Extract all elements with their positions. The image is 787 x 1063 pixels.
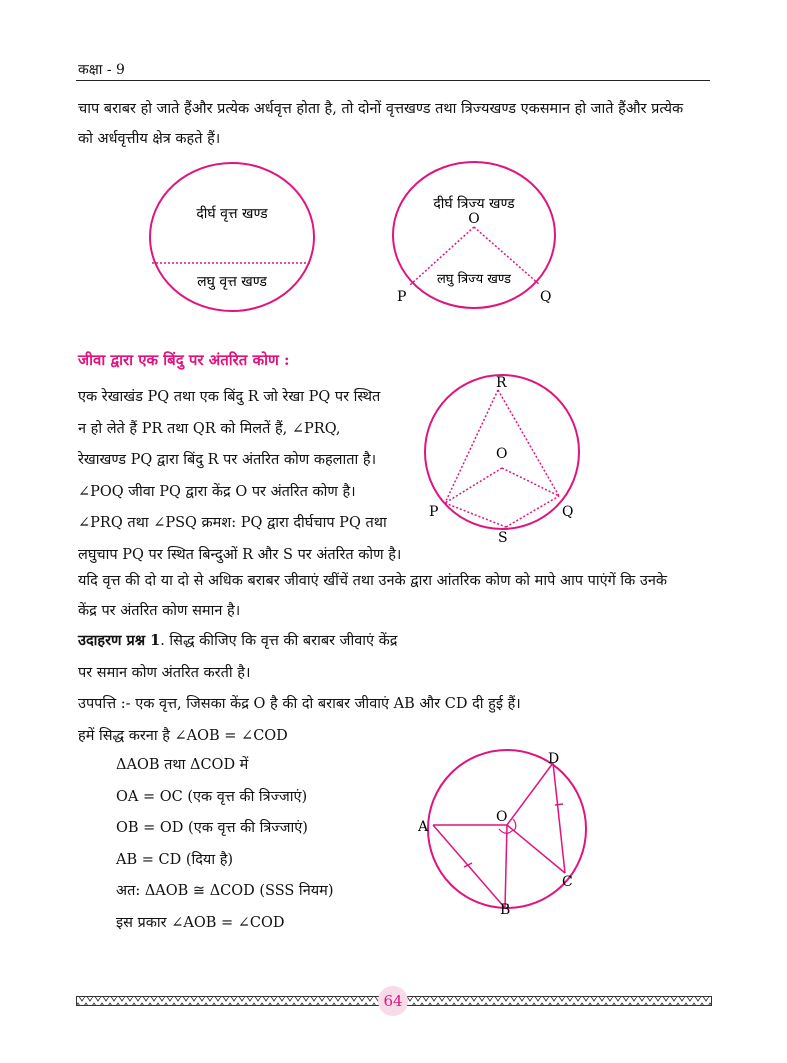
- fig3-line-rq: [498, 390, 559, 496]
- fig3-point-r: R: [496, 375, 507, 391]
- major-sector-label: दीर्घ त्रिज्य खण्ड: [433, 196, 515, 212]
- fig3-point-o: O: [496, 446, 508, 462]
- equal-chords-paragraph: [78, 566, 718, 626]
- sector-figure: [380, 160, 580, 310]
- para2-line-2: केंद्र पर अंतरित कोण समान है।: [78, 603, 241, 619]
- fig4-line-ab: [433, 825, 505, 908]
- fig3-line-rp: [445, 390, 498, 503]
- fig3-point-q: Q: [562, 504, 574, 520]
- fig2-point-q: Q: [540, 289, 552, 305]
- section-line: एक रेखाखंड PQ तथा एक बिंदु R जो रेखा PQ पर स्थित: [78, 389, 381, 405]
- equal-chords-figure: [410, 745, 600, 925]
- intro-line-1: चाप बराबर हो जाते हैंऔर प्रत्येक अर्धवृत्त होता है, तो दोनों वृत्तखण्ड तथा त्रिज्यखण्ड एकसमान हो जाते हैंऔर प्रत्येक: [78, 101, 684, 117]
- example-title-line: [78, 625, 521, 658]
- page-header-class: कक्षा - 9: [78, 62, 125, 78]
- header-rule: [76, 80, 710, 81]
- fig4-angle-cod: [513, 819, 516, 831]
- fig4-line-ob: [505, 825, 507, 908]
- fig3-point-s: S: [498, 530, 508, 546]
- fig4-line-od: [507, 763, 553, 825]
- fig4-line-dc: [553, 763, 565, 873]
- example-text: . सिद्ध कीजिए कि वृत्त की बराबर जीवाएं केंद्र: [160, 633, 398, 649]
- major-segment-label: दीर्घ वृत्त खण्ड: [196, 206, 268, 222]
- para2-line-1: यदि वृत्त की दो या दो से अधिक बराबर जीवाएं खींचें तथा उनके द्वारा आंतरिक कोण को मापे आप पाएंगें कि उनके: [78, 573, 668, 589]
- proof-step: इस प्रकार ∠AOB = ∠COD: [116, 914, 285, 931]
- proof-step: AB = CD (दिया है): [116, 851, 234, 868]
- proof-step: ΔAOB तथा ΔCOD में: [116, 757, 249, 773]
- proof-step: अत: ΔAOB ≅ ΔCOD (SSS नियम): [116, 883, 334, 900]
- fig2-point-o: O: [468, 211, 480, 227]
- inscribed-angle-figure: [420, 370, 590, 550]
- segment-figure: [140, 160, 330, 320]
- fig3-point-p: P: [429, 504, 439, 520]
- intro-paragraph: [78, 94, 718, 154]
- fig4-angle-aob: [499, 829, 513, 833]
- fig2-point-p: P: [397, 289, 407, 305]
- minor-sector-label: लघु त्रिज्य खण्ड: [436, 272, 512, 287]
- fig4-point-d: D: [548, 751, 560, 767]
- example-to-prove: हमें सिद्ध करना है ∠AOB = ∠COD: [78, 727, 288, 744]
- section-line: न हो लेते हैं PR तथा QR को मिलतें हैं, ∠PRQ,: [78, 420, 341, 437]
- example-label: उदाहरण प्रश्न 1: [78, 632, 161, 649]
- section-line: रेखाखण्ड PQ द्वारा बिंदु R पर अंतरित कोण कहलाता है।: [78, 452, 377, 469]
- fig4-point-a: A: [418, 819, 429, 835]
- fig4-point-c: C: [562, 874, 573, 890]
- section-body: [78, 382, 401, 572]
- section-line: ∠POQ जीवा PQ द्वारा केंद्र O पर अंतरित कोण है।: [78, 483, 356, 500]
- example-line-2: पर समान कोण अंतरित करती है।: [78, 664, 251, 681]
- intro-line-2: को अर्धवृत्तीय क्षेत्र कहते हैं।: [78, 131, 221, 147]
- example-block: [78, 625, 521, 752]
- fig4-point-b: B: [500, 902, 511, 918]
- proof-step: OA = OC (एक वृत्त की त्रिज्जाएं): [116, 788, 308, 805]
- section-line: लघुचाप PQ पर स्थित बिन्दुओं R और S पर अंतरित कोण है।: [78, 546, 402, 563]
- fig4-line-oc: [507, 825, 565, 873]
- example-proof: उपपत्ति :- एक वृत्त, जिसका केंद्र O है की दो बराबर जीवाएं AB और CD दी हुई हैं।: [78, 696, 521, 712]
- section-line: ∠PRQ तथा ∠PSQ क्रमश: PQ द्वारा दीर्घचाप PQ तथा: [78, 515, 387, 532]
- proof-steps: [116, 750, 333, 940]
- fig4-point-o: O: [496, 809, 508, 825]
- section-heading: जीवा द्वारा एक बिंदु पर अंतरित कोण :: [78, 351, 290, 369]
- minor-segment-label: लघु वृत्त खण्ड: [197, 274, 267, 290]
- page-number: 64: [378, 986, 408, 1016]
- fig4-tick-dc: [555, 804, 563, 805]
- proof-step: OB = OD (एक वृत्त की त्रिज्जाएं): [116, 820, 308, 837]
